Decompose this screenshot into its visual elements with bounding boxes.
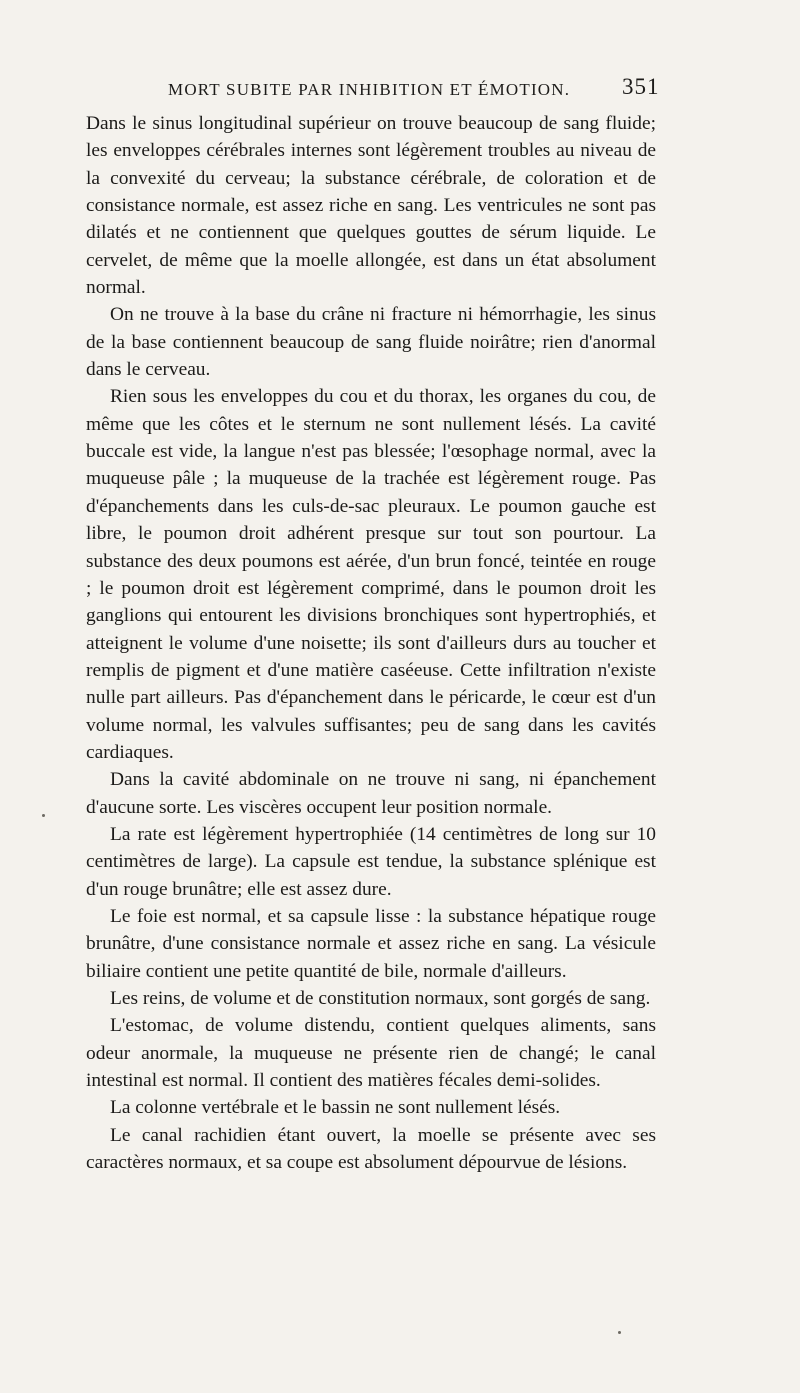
paragraph-kidneys: Les reins, de volume et de constitution normaux, sont gorgés de sang.: [110, 988, 651, 1009]
paragraph-spleen: La rate est légèrement hypertrophiée (14 centimètres de long sur 10 centimètres de large). La capsule est tendue, la substance splénique est d'un rouge brunâtre; elle est assez dure.: [86, 823, 656, 900]
paragraph-skull-base: On ne trouve à la base du crâne ni fracture ni hémorrhagie, les sinus de la base contiennent beaucoup de sang fluide noirâtre; rien d'anormal dans le cerveau.: [86, 304, 656, 381]
body-text: [86, 110, 656, 1176]
paragraph-neck-thorax: Rien sous les enveloppes du cou et du thorax, les organes du cou, de même que les côtes et le sternum ne sont nullement lésés. La cavité buccale est vide, la langue n'est pas blessée; l'œsophage normal, avec la muqueuse pâle ; la muqueuse de la trachée est légèrement rouge. Pas d'épanchements dans les culs-de-sac pleuraux. Le poumon gauche est libre, le poumon droit adhérent presque sur tout son pourtour. La substance des deux poumons est aérée, d'un brun foncé, teintée en rouge ; le poumon droit est légèrement comprimé, dans le poumon droit les ganglions qui entourent les divisions bronchiques sont hypertrophiés, et atteignent le volume d'une noisette; ils sont d'ailleurs durs au toucher et remplis de pigment et d'une matière caséeuse. Cette infiltration n'existe nulle part ailleurs. Pas d'épanchement dans le péricarde, le cœur est d'un volume normal, les valvules suffisantes; peu de sang dans les cavités cardiaques.: [86, 386, 656, 763]
paragraph-abdominal-cavity: Dans la cavité abdominale on ne trouve ni sang, ni épanchement d'aucune sorte. Les viscères occupent leur position normale.: [86, 769, 656, 818]
paragraph-spine: La colonne vertébrale et le bassin ne sont nullement lésés.: [110, 1097, 561, 1119]
paper-speck: [42, 814, 45, 817]
paragraph-liver: Le foie est normal, et sa capsule lisse : la substance hépatique rouge brunâtre, d'une consistance normale et assez riche en sang. La vésicule biliaire contient une petite quantité de bile, normale d'ailleurs.: [86, 905, 656, 982]
paragraph-stomach: L'estomac, de volume distendu, contient quelques aliments, sans odeur anormale, la muqueuse ne présente rien de changé; le canal intestinal est normal. Il contient des matières fécales demi-solides.: [86, 1015, 656, 1092]
paper-speck: [618, 1331, 621, 1334]
page-number: 351: [622, 74, 660, 99]
running-title: MORT SUBITE PAR INHIBITION ET ÉMOTION.: [168, 80, 571, 99]
paragraph-cerebral-findings: Dans le sinus longitudinal supérieur on trouve beaucoup de sang fluide; les enveloppes cérébrales internes sont légèrement troubles au niveau de la convexité du cerveau; la substance cérébrale, de coloration et de consistance normale, est assez riche en sang. Les ventricules ne sont pas dilatés et ne contiennent que quelques gouttes de sérum liquide. Le cervelet, de même que la moelle allongée, est dans un état absolument normal.: [86, 113, 656, 299]
paragraph-spinal-canal: Le canal rachidien étant ouvert, la moelle se présente avec ses caractères normaux, et sa coupe est absolument dépourvue de lésions.: [86, 1124, 656, 1174]
